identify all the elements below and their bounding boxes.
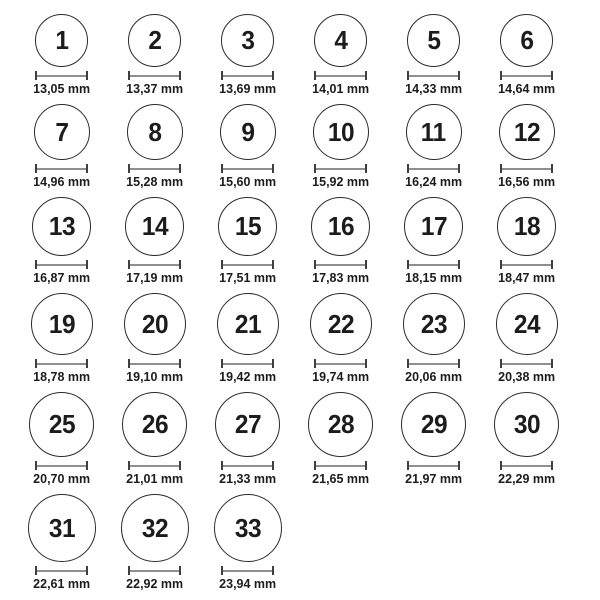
measure-bar <box>409 168 458 170</box>
measure-bar <box>502 465 551 467</box>
ring-circle <box>31 293 93 355</box>
ring-circle <box>404 197 463 256</box>
diameter-label: 17,51 mm <box>219 270 276 285</box>
diameter-measure-line <box>314 461 367 470</box>
ring-size-cell <box>480 197 573 285</box>
ring-size-cell <box>15 104 108 189</box>
ring-size-cell <box>480 293 573 384</box>
ring-circle <box>499 104 555 160</box>
ring-circle <box>125 197 184 256</box>
diameter-label: 13,69 mm <box>219 81 276 96</box>
diameter-label: 20,06 mm <box>405 369 462 384</box>
ring-circle <box>406 104 462 160</box>
ring-size-number: 8 <box>147 116 162 147</box>
measure-tick-right-icon <box>86 164 88 173</box>
diameter-measure-line <box>221 461 274 470</box>
measure-tick-right-icon <box>551 260 553 269</box>
diameter-measure-line <box>407 461 460 470</box>
diameter-label: 15,60 mm <box>219 174 276 189</box>
ring-size-number: 10 <box>327 116 354 147</box>
ring-size-cell <box>108 392 201 486</box>
ring-size-cell <box>15 14 108 96</box>
ring-size-number: 15 <box>234 211 261 241</box>
ring-size-number: 14 <box>141 211 168 241</box>
ring-size-number: 5 <box>426 25 441 55</box>
diameter-measure-line <box>35 164 88 173</box>
ring-circle <box>314 14 367 67</box>
ring-size-number: 26 <box>141 409 168 439</box>
ring-size-number: 18 <box>513 211 540 241</box>
diameter-measure-line <box>35 566 88 575</box>
ring-size-cell <box>294 197 387 285</box>
diameter-measure-line <box>128 164 181 173</box>
ring-circle <box>311 197 370 256</box>
measure-bar <box>130 465 179 467</box>
measure-bar <box>409 465 458 467</box>
measure-tick-right-icon <box>272 461 274 470</box>
diameter-measure-line <box>35 359 88 368</box>
diameter-label: 21,33 mm <box>219 471 276 486</box>
diameter-measure-line <box>128 359 181 368</box>
measure-bar <box>502 363 551 365</box>
ring-circle <box>32 197 91 256</box>
ring-size-number: 29 <box>420 409 447 439</box>
ring-size-number: 17 <box>420 211 447 241</box>
ring-size-cell <box>201 293 294 384</box>
measure-bar <box>223 168 272 170</box>
measure-bar <box>502 168 551 170</box>
diameter-measure-line <box>35 461 88 470</box>
diameter-measure-line <box>35 260 88 269</box>
diameter-measure-line <box>128 566 181 575</box>
measure-bar <box>223 570 272 572</box>
diameter-measure-line <box>314 359 367 368</box>
measure-bar <box>130 264 179 266</box>
measure-bar <box>37 168 86 170</box>
measure-tick-right-icon <box>86 566 88 575</box>
ring-size-cell <box>201 104 294 189</box>
diameter-label: 14,96 mm <box>33 174 90 189</box>
ring-circle <box>215 392 280 457</box>
ring-size-cell <box>294 14 387 96</box>
measure-tick-right-icon <box>551 461 553 470</box>
measure-tick-right-icon <box>458 260 460 269</box>
measure-bar <box>316 465 365 467</box>
ring-size-number: 13 <box>48 211 75 241</box>
ring-size-cell <box>108 14 201 96</box>
diameter-label: 19,10 mm <box>126 369 183 384</box>
diameter-label: 14,33 mm <box>405 81 462 96</box>
measure-bar <box>130 168 179 170</box>
measure-tick-right-icon <box>86 359 88 368</box>
measure-bar <box>409 75 458 77</box>
diameter-measure-line <box>500 164 553 173</box>
diameter-label: 20,70 mm <box>33 471 90 486</box>
measure-bar <box>37 75 86 77</box>
chart-row <box>15 197 573 285</box>
diameter-measure-line <box>221 566 274 575</box>
ring-size-cell <box>15 293 108 384</box>
measure-bar <box>223 465 272 467</box>
diameter-measure-line <box>500 71 553 80</box>
ring-size-cell <box>15 392 108 486</box>
diameter-label: 19,74 mm <box>312 369 369 384</box>
measure-tick-right-icon <box>86 461 88 470</box>
measure-tick-right-icon <box>86 71 88 80</box>
diameter-label: 15,28 mm <box>126 174 183 189</box>
measure-bar <box>37 363 86 365</box>
diameter-label: 18,47 mm <box>498 270 555 285</box>
measure-bar <box>409 363 458 365</box>
ring-size-cell <box>201 14 294 96</box>
diameter-measure-line <box>128 461 181 470</box>
measure-tick-right-icon <box>179 71 181 80</box>
diameter-label: 13,05 mm <box>33 81 90 96</box>
chart-row <box>15 104 573 189</box>
measure-bar <box>409 264 458 266</box>
ring-size-cell <box>201 392 294 486</box>
ring-circle <box>29 392 94 457</box>
diameter-label: 18,78 mm <box>33 369 90 384</box>
ring-circle <box>122 392 187 457</box>
diameter-measure-line <box>221 71 274 80</box>
ring-size-cell <box>108 104 201 189</box>
ring-size-number: 16 <box>327 211 354 241</box>
diameter-label: 16,56 mm <box>498 174 555 189</box>
diameter-label: 21,97 mm <box>405 471 462 486</box>
ring-size-cell <box>201 494 294 591</box>
measure-tick-right-icon <box>179 359 181 368</box>
diameter-label: 14,01 mm <box>312 81 369 96</box>
ring-circle <box>310 293 372 355</box>
ring-size-number: 9 <box>240 116 255 147</box>
ring-circle <box>218 197 277 256</box>
diameter-measure-line <box>314 260 367 269</box>
diameter-label: 16,24 mm <box>405 174 462 189</box>
diameter-measure-line <box>128 71 181 80</box>
ring-circle <box>401 392 466 457</box>
measure-tick-right-icon <box>365 359 367 368</box>
diameter-measure-line <box>128 260 181 269</box>
diameter-label: 13,37 mm <box>126 81 183 96</box>
ring-circle <box>496 293 558 355</box>
ring-circle <box>124 293 186 355</box>
ring-circle <box>403 293 465 355</box>
diameter-measure-line <box>314 71 367 80</box>
measure-tick-right-icon <box>458 359 460 368</box>
diameter-label: 21,01 mm <box>126 471 183 486</box>
ring-size-cell <box>480 392 573 486</box>
measure-tick-right-icon <box>458 164 460 173</box>
measure-tick-right-icon <box>179 566 181 575</box>
diameter-label: 22,92 mm <box>126 576 183 591</box>
chart-row <box>15 494 573 591</box>
diameter-measure-line <box>407 260 460 269</box>
measure-bar <box>502 264 551 266</box>
diameter-label: 20,38 mm <box>498 369 555 384</box>
ring-size-cell <box>15 197 108 285</box>
ring-size-number: 23 <box>420 308 447 339</box>
ring-size-number: 30 <box>513 409 540 439</box>
ring-size-cell <box>387 14 480 96</box>
measure-tick-right-icon <box>272 164 274 173</box>
ring-size-cell <box>294 392 387 486</box>
ring-circle <box>128 14 181 67</box>
ring-size-number: 31 <box>48 512 75 543</box>
diameter-measure-line <box>500 461 553 470</box>
diameter-measure-line <box>221 359 274 368</box>
measure-tick-right-icon <box>179 461 181 470</box>
ring-size-number: 2 <box>147 25 162 55</box>
chart-row <box>15 14 573 96</box>
diameter-measure-line <box>500 260 553 269</box>
measure-tick-right-icon <box>365 164 367 173</box>
measure-bar <box>316 363 365 365</box>
diameter-label: 15,92 mm <box>312 174 369 189</box>
diameter-measure-line <box>314 164 367 173</box>
ring-size-number: 3 <box>240 25 255 55</box>
ring-size-cell <box>108 293 201 384</box>
chart-grid <box>15 14 573 591</box>
diameter-label: 22,29 mm <box>498 471 555 486</box>
diameter-label: 23,94 mm <box>219 576 276 591</box>
ring-size-number: 25 <box>48 409 75 439</box>
ring-circle <box>35 14 88 67</box>
ring-size-cell <box>108 494 201 591</box>
ring-size-number: 22 <box>327 308 354 339</box>
diameter-measure-line <box>35 71 88 80</box>
ring-circle <box>308 392 373 457</box>
ring-size-cell <box>294 293 387 384</box>
ring-size-number: 24 <box>513 308 540 339</box>
ring-circle <box>214 494 282 562</box>
ring-size-cell <box>294 104 387 189</box>
ring-circle <box>34 104 90 160</box>
diameter-measure-line <box>407 164 460 173</box>
ring-size-number: 20 <box>141 308 168 339</box>
ring-circle <box>497 197 556 256</box>
diameter-label: 19,42 mm <box>219 369 276 384</box>
measure-tick-right-icon <box>272 71 274 80</box>
measure-tick-right-icon <box>365 461 367 470</box>
measure-bar <box>130 75 179 77</box>
ring-size-number: 6 <box>519 25 534 55</box>
measure-tick-right-icon <box>365 260 367 269</box>
ring-size-number: 4 <box>333 25 348 55</box>
ring-size-cell <box>387 392 480 486</box>
diameter-label: 14,64 mm <box>498 81 555 96</box>
ring-size-cell <box>480 14 573 96</box>
measure-tick-right-icon <box>458 71 460 80</box>
diameter-label: 16,87 mm <box>33 270 90 285</box>
diameter-label: 21,65 mm <box>312 471 369 486</box>
ring-size-cell <box>201 197 294 285</box>
measure-tick-right-icon <box>179 260 181 269</box>
measure-bar <box>316 264 365 266</box>
chart-row <box>15 392 573 486</box>
measure-bar <box>37 465 86 467</box>
measure-tick-right-icon <box>272 260 274 269</box>
ring-size-number: 19 <box>48 308 75 339</box>
measure-bar <box>223 363 272 365</box>
ring-size-number: 21 <box>234 308 261 339</box>
measure-bar <box>223 264 272 266</box>
ring-size-number: 32 <box>141 512 168 543</box>
diameter-measure-line <box>500 359 553 368</box>
ring-size-number: 12 <box>513 116 540 147</box>
measure-bar <box>502 75 551 77</box>
measure-tick-right-icon <box>551 164 553 173</box>
diameter-measure-line <box>407 71 460 80</box>
ring-circle <box>121 494 189 562</box>
measure-bar <box>130 570 179 572</box>
measure-bar <box>316 168 365 170</box>
ring-circle <box>217 293 279 355</box>
measure-bar <box>223 75 272 77</box>
diameter-label: 22,61 mm <box>33 576 90 591</box>
ring-circle <box>28 494 96 562</box>
diameter-label: 18,15 mm <box>405 270 462 285</box>
diameter-label: 17,83 mm <box>312 270 369 285</box>
ring-size-number: 28 <box>327 409 354 439</box>
measure-bar <box>37 570 86 572</box>
measure-tick-right-icon <box>458 461 460 470</box>
measure-bar <box>316 75 365 77</box>
ring-size-cell <box>15 494 108 591</box>
ring-size-cell <box>108 197 201 285</box>
ring-size-number: 11 <box>421 116 446 147</box>
diameter-measure-line <box>221 164 274 173</box>
diameter-label: 17,19 mm <box>126 270 183 285</box>
ring-size-cell <box>387 293 480 384</box>
measure-bar <box>130 363 179 365</box>
measure-tick-right-icon <box>272 359 274 368</box>
diameter-measure-line <box>407 359 460 368</box>
ring-circle <box>313 104 369 160</box>
ring-size-cell <box>387 104 480 189</box>
ring-circle <box>500 14 553 67</box>
measure-tick-right-icon <box>272 566 274 575</box>
ring-size-number: 27 <box>234 409 261 439</box>
ring-size-number: 1 <box>54 25 69 55</box>
measure-tick-right-icon <box>551 359 553 368</box>
ring-circle <box>220 104 276 160</box>
ring-circle <box>221 14 274 67</box>
ring-circle <box>494 392 559 457</box>
ring-size-cell <box>480 104 573 189</box>
ring-size-number: 33 <box>234 512 261 543</box>
measure-tick-right-icon <box>179 164 181 173</box>
ring-size-cell <box>387 197 480 285</box>
measure-tick-right-icon <box>86 260 88 269</box>
chart-row <box>15 293 573 384</box>
measure-tick-right-icon <box>365 71 367 80</box>
measure-tick-right-icon <box>551 71 553 80</box>
ring-size-number: 7 <box>54 116 69 147</box>
diameter-measure-line <box>221 260 274 269</box>
ring-circle <box>127 104 183 160</box>
ring-circle <box>407 14 460 67</box>
measure-bar <box>37 264 86 266</box>
